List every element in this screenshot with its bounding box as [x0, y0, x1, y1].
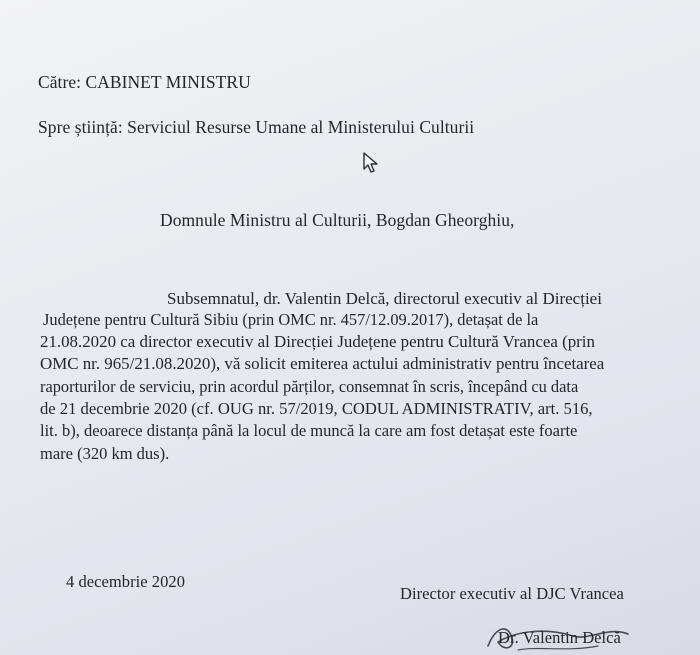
paragraph-line: lit. b), deoarece distanța până la locul de muncă la care am fost detașat este foarte — [40, 421, 578, 440]
cc-line: Spre știință: Serviciul Resurse Umane al Ministerului Culturii — [38, 117, 475, 137]
document-date: 4 decembrie 2020 — [66, 572, 186, 591]
paragraph-line: raporturilor de serviciu, prin acordul părților, consemnat în scris, începând cu data — [40, 377, 579, 396]
mouse-pointer-icon — [362, 152, 380, 174]
paragraph-line: OMC nr. 965/21.08.2020), vă solicit emiterea actului administrativ pentru încetarea — [40, 354, 605, 373]
paragraph-line: mare (320 km dus). — [40, 444, 170, 463]
paragraph-line: Subsemnatul, dr. Valentin Delcă, directorul executiv al Direcției — [167, 289, 602, 308]
signature-name: Dr. Valentin Delcă — [498, 628, 621, 647]
paragraph-line: Județene pentru Cultură Sibiu (prin OMC nr. 457/12.09.2017), detașat de la — [43, 310, 539, 329]
paragraph-line: 21.08.2020 ca director executiv al Direcției Județene pentru Cultură Vrancea (prin — [40, 332, 595, 351]
paragraph-line: de 21 decembrie 2020 (cf. OUG nr. 57/2019, CODUL ADMINISTRATIV, art. 516, — [40, 399, 593, 418]
signature-title: Director executiv al DJC Vrancea — [400, 584, 624, 603]
salutation-line: Domnule Ministru al Culturii, Bogdan Gheorghiu, — [160, 210, 515, 230]
recipient-line: Către: CABINET MINISTRU — [38, 72, 251, 92]
